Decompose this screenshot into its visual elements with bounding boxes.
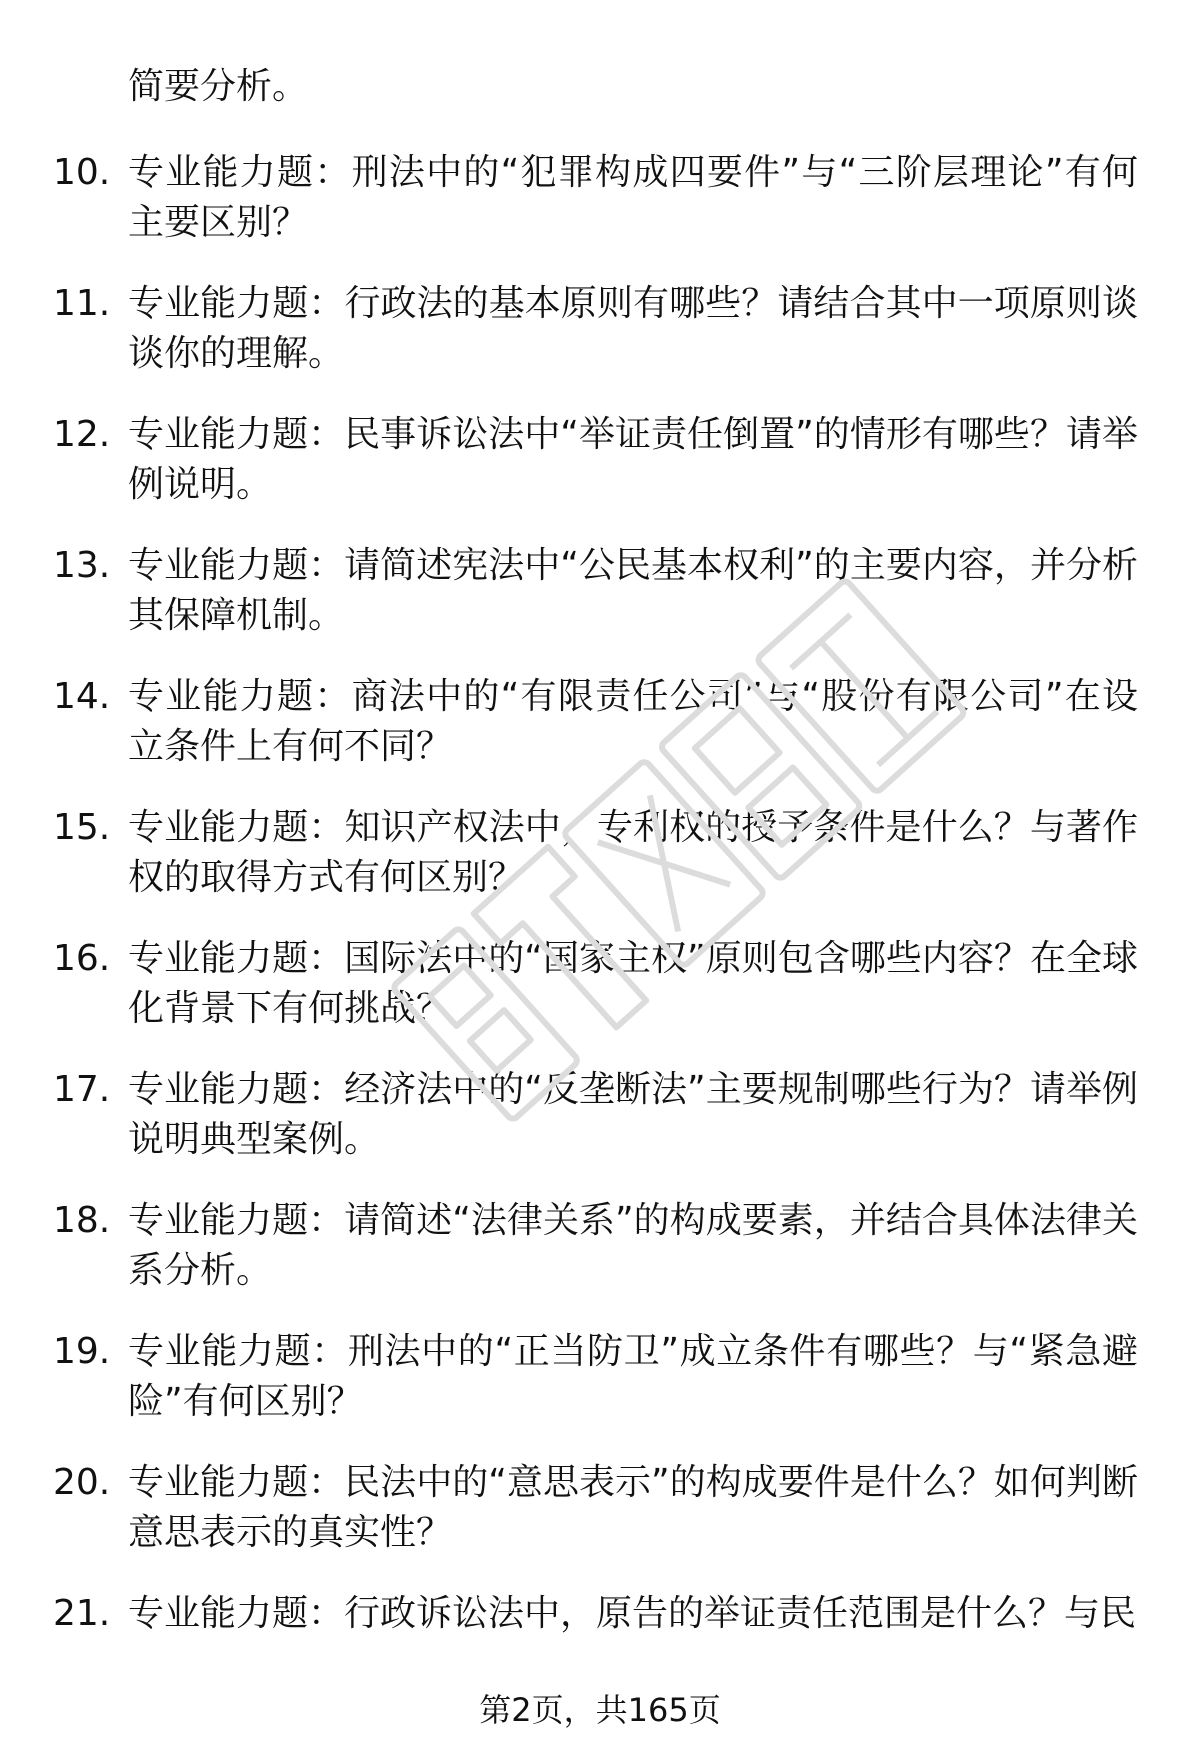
question-item <box>0 934 1200 1065</box>
question-number: 20. <box>53 1462 111 1503</box>
question-number: 11. <box>53 283 111 324</box>
question-item <box>0 803 1200 934</box>
question-number: 17. <box>53 1069 111 1110</box>
question-number: 12. <box>53 414 111 455</box>
question-text: 专业能力题：商法中的“有限责任公司”与“股份有限公司”在设立条件上有何不同？ <box>128 676 1138 767</box>
question-item <box>0 1327 1200 1458</box>
question-number: 15. <box>53 807 111 848</box>
question-text: 专业能力题：行政法的基本原则有哪些？请结合其中一项原则谈谈你的理解。 <box>128 283 1138 374</box>
question-item <box>0 672 1200 803</box>
question-item <box>0 410 1200 541</box>
question-number: 14. <box>53 676 111 717</box>
question-text: 专业能力题：请简述宪法中“公民基本权利”的主要内容，并分析其保障机制。 <box>128 545 1138 636</box>
continuation-text: 简要分析。 <box>128 66 309 107</box>
question-item <box>0 1065 1200 1196</box>
question-text: 专业能力题：民法中的“意思表示”的构成要件是什么？如何判断意思表示的真实性？ <box>128 1462 1138 1553</box>
question-item <box>0 1458 1200 1589</box>
question-text: 专业能力题：刑法中的“正当防卫”成立条件有哪些？与“紧急避险”有何区别？ <box>128 1331 1138 1422</box>
question-number: 18. <box>53 1200 111 1241</box>
question-text: 专业能力题：经济法中的“反垄断法”主要规制哪些行为？请举例说明典型案例。 <box>128 1069 1138 1160</box>
question-text: 专业能力题：请简述“法律关系”的构成要素，并结合具体法律关系分析。 <box>128 1200 1138 1291</box>
question-text: 专业能力题：国际法中的“国家主权”原则包含哪些内容？在全球化背景下有何挑战？ <box>128 938 1138 1029</box>
question-item <box>0 148 1200 279</box>
question-number: 19. <box>53 1331 111 1372</box>
question-text: 专业能力题：行政诉讼法中，原告的举证责任范围是什么？与民 <box>128 1593 1137 1634</box>
question-item <box>0 279 1200 410</box>
question-list <box>0 148 1200 1720</box>
question-number: 10. <box>53 152 111 193</box>
question-number: 21. <box>53 1593 111 1634</box>
question-text: 专业能力题：民事诉讼法中“举证责任倒置”的情形有哪些？请举例说明。 <box>128 414 1138 505</box>
question-item <box>0 541 1200 672</box>
question-text: 专业能力题：知识产权法中，专利权的授予条件是什么？与著作权的取得方式有何区别？ <box>128 807 1138 898</box>
question-number: 16. <box>53 938 111 979</box>
question-text: 专业能力题：刑法中的“犯罪构成四要件”与“三阶层理论”有何主要区别？ <box>128 152 1138 243</box>
question-number: 13. <box>53 545 111 586</box>
page-indicator: 第2页，共165页 <box>479 1691 721 1729</box>
question-item <box>0 1196 1200 1327</box>
